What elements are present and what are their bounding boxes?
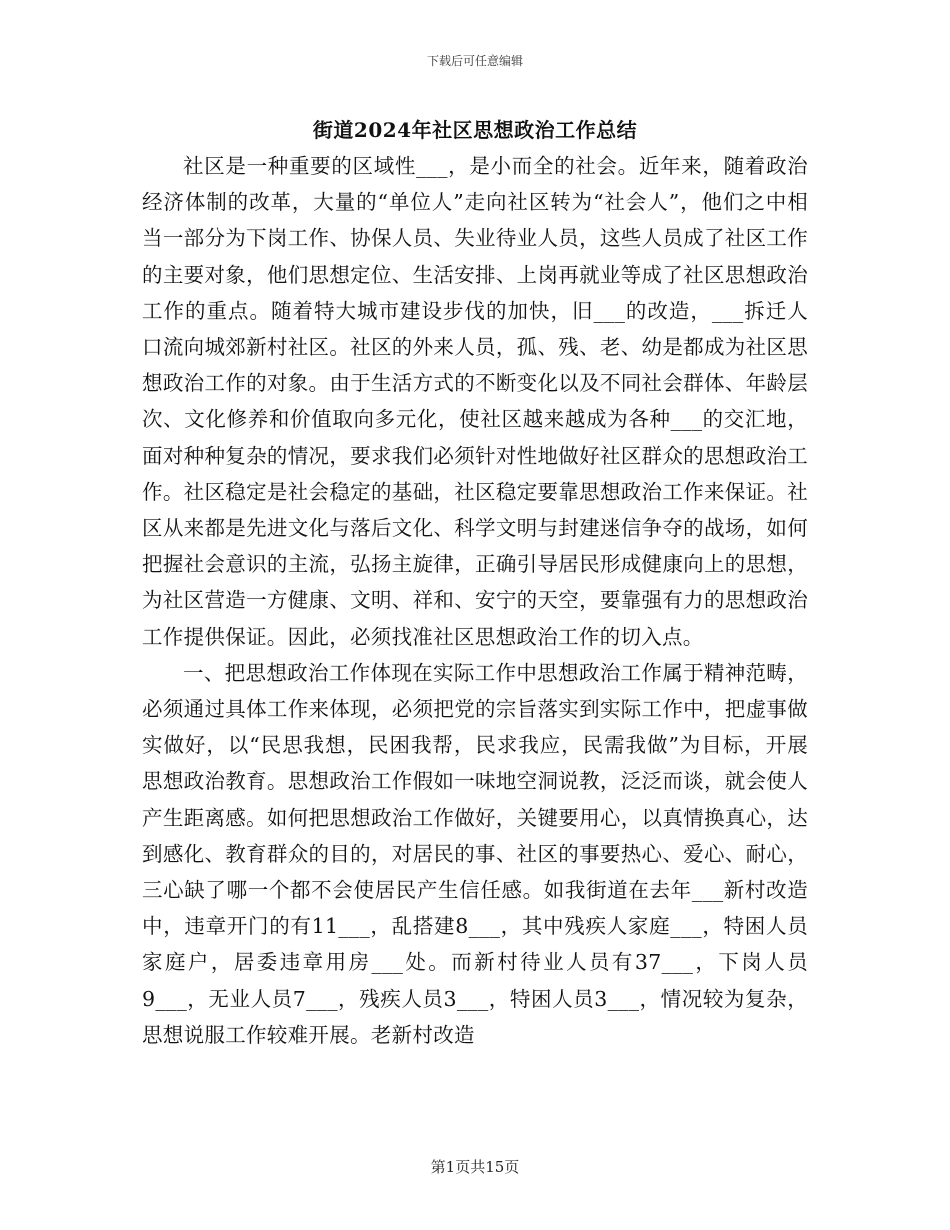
- page-number: 第1页共15页: [430, 1158, 520, 1176]
- paragraph-section-one: 一、把思想政治工作体现在实际工作中思想政治工作属于精神范畴，必须通过具体工作来体现，必须把党的宗旨落实到实际工作中，把虚事做实做好，以“民思我想，民困我帮，民求我应，民需我做”为目标，开展思想政治教育。思想政治工作假如一味地空洞说教，泛泛而谈，就会使人产生距离感。如何把思想政治工作做好，关键要用心，以真情换真心，达到感化、教育群众的目的，对居民的事、社区的事要热心、爱心、耐心，三心缺了哪一个都不会使居民产生信任感。如我街道在去年___新村改造中，违章开门的有11___，乱搭建8___，其中残疾人家庭___，特困人员家庭户，居委违章用房___处。而新村待业人员有37___，下岗人员9___，无业人员7___，残疾人员3___，特困人员3___，情况较为复杂，思想说服工作较难开展。老新村改造: [142, 660, 808, 1047]
- document-body: [142, 148, 808, 1053]
- paragraph-intro: 社区是一种重要的区域性___，是小而全的社会。近年来，随着政治经济体制的改革，大量的“单位人”走向社区转为“社会人”，他们之中相当一部分为下岗工作、协保人员、失业待业人员，这些人员成了社区工作的主要对象，他们思想定位、生活安排、上岗再就业等成了社区思想政治工作的重点。随着特大城市建设步伐的加快，旧___的改造，___拆迁人口流向城郊新村社区。社区的外来人员，孤、残、老、幼是都成为社区思想政治工作的对象。由于生活方式的不断变化以及不同社会群体、年龄层次、文化修养和价值取向多元化，使社区越来越成为各种___的交汇地，面对种种复杂的情况，要求我们必须针对性地做好社区群众的思想政治工作。社区稳定是社会稳定的基础，社区稳定要靠思想政治工作来保证。社区从来都是先进文化与落后文化、科学文明与封建迷信争夺的战场，如何把握社会意识的主流，弘扬主旋律，正确引导居民形成健康向上的思想，为社区营造一方健康、文明、祥和、安宁的天空，要靠强有力的思想政治工作提供保证。因此，必须找准社区思想政治工作的切入点。: [142, 154, 808, 649]
- page-header-note: 下载后可任意编辑: [426, 54, 523, 68]
- document-title: 街道2024年社区思想政治工作总结: [312, 118, 638, 142]
